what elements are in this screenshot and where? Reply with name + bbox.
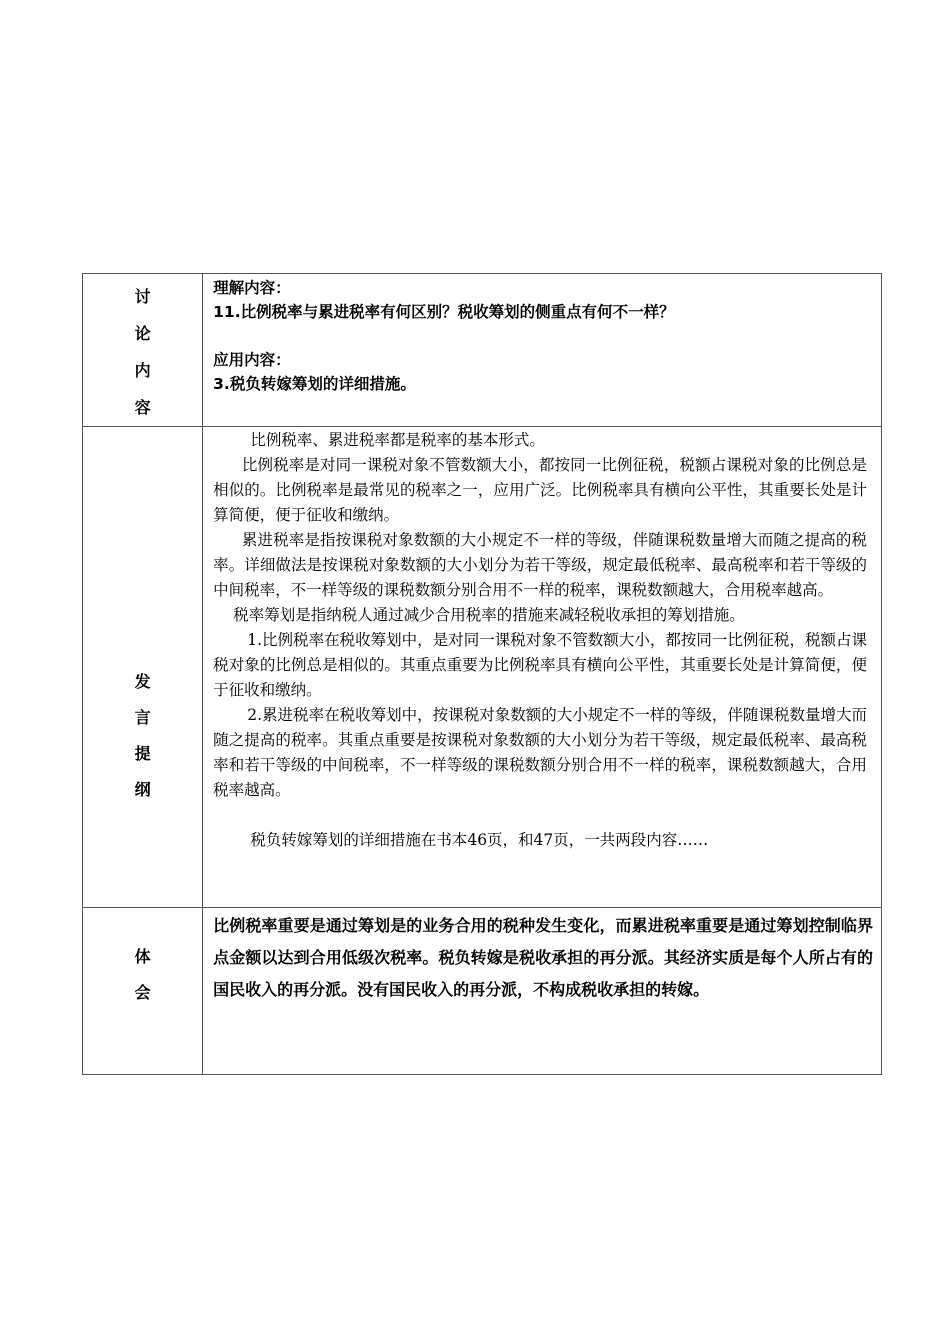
understanding-question: 11.比例税率与累进税率有何区别？税收筹划的侧重点有何不一样？ [213, 303, 675, 321]
outline-paragraph: 累进税率是指按课税对象数额的大小规定不一样的等级，伴随课税数量增大而随之提高的税率。详细做法是按课税对象数额的大小划分为若干等级，规定最低税率、最高税率和若干等级的中间税率，不一样等级的课税数额分别合用不一样的税率，课税数额越大，合用税率越高。 [213, 531, 867, 599]
outline-label [83, 427, 202, 808]
label-char: 发 [134, 672, 151, 691]
discussion-table [82, 273, 882, 1075]
outline-content-cell [203, 427, 882, 908]
reflection-content-cell [203, 908, 882, 1075]
label-char: 论 [134, 324, 151, 343]
label-char: 言 [134, 708, 151, 727]
reflection-label-cell [83, 908, 203, 1075]
discussion-content-cell [203, 274, 882, 427]
application-question: 3.税负转嫁筹划的详细措施。 [213, 375, 416, 393]
outline-content [203, 427, 881, 853]
understanding-heading: 理解内容： [213, 279, 291, 297]
outline-paragraph: 比例税率、累进税率都是税率的基本形式。 [250, 431, 545, 449]
label-char: 讨 [134, 287, 151, 306]
label-char: 体 [134, 947, 151, 966]
outline-paragraph: 2.累进税率在税收筹划中，按课税对象数额的大小规定不一样的等级，伴随课税数量增大而随之提高的税率。其重点重要是按课税对象数额的大小划分为若干等级，规定最低税率、最高税率和若干等级的中间税率，不一样等级的课税数额分别合用不一样的税率，课税数额越大，合用税率越高。 [213, 706, 867, 799]
discussion-row [83, 274, 882, 427]
outline-paragraph: 税率筹划是指纳税人通过减少合用税率的措施来减轻税收承担的筹划措施。 [233, 606, 745, 624]
discussion-content [203, 274, 881, 396]
outline-paragraph: 比例税率是对同一课税对象不管数额大小，都按同一比例征税，税额占课税对象的比例总是相似的。比例税率是最常见的税率之一，应用广泛。比例税率具有横向公平性，其重要长处是计算简便，便于征收和缴纳。 [213, 456, 867, 524]
application-heading: 应用内容： [213, 351, 291, 369]
discussion-label [83, 274, 202, 426]
label-char: 会 [134, 983, 151, 1002]
reflection-row [83, 908, 882, 1075]
outline-paragraph: 1.比例税率在税收筹划中，是对同一课税对象不管数额大小，都按同一比例征税，税额占课税对象的比例总是相似的。其重点重要为比例税率具有横向公平性，其重要长处是计算简便，便于征收和缴纳。 [213, 631, 867, 699]
discussion-label-cell [83, 274, 203, 427]
label-char: 内 [134, 361, 151, 380]
reflection-text: 比例税率重要是通过筹划是的业务合用的税种发生变化，而累进税率重要是通过筹划控制临界点金额以达到合用低级次税率。税负转嫁是税收承担的再分派。其经济实质是每个人所占有的国民收入的再分派。没有国民收入的再分派，不构成税收承担的转嫁。 [213, 916, 873, 999]
label-char: 容 [134, 398, 151, 417]
outline-paragraph: 税负转嫁筹划的详细措施在书本46页，和47页，一共两段内容…… [250, 831, 709, 849]
outline-row [83, 427, 882, 908]
outline-label-cell [83, 427, 203, 908]
reflection-label [83, 908, 202, 1011]
label-char: 提 [134, 744, 151, 763]
label-char: 纲 [134, 780, 151, 799]
